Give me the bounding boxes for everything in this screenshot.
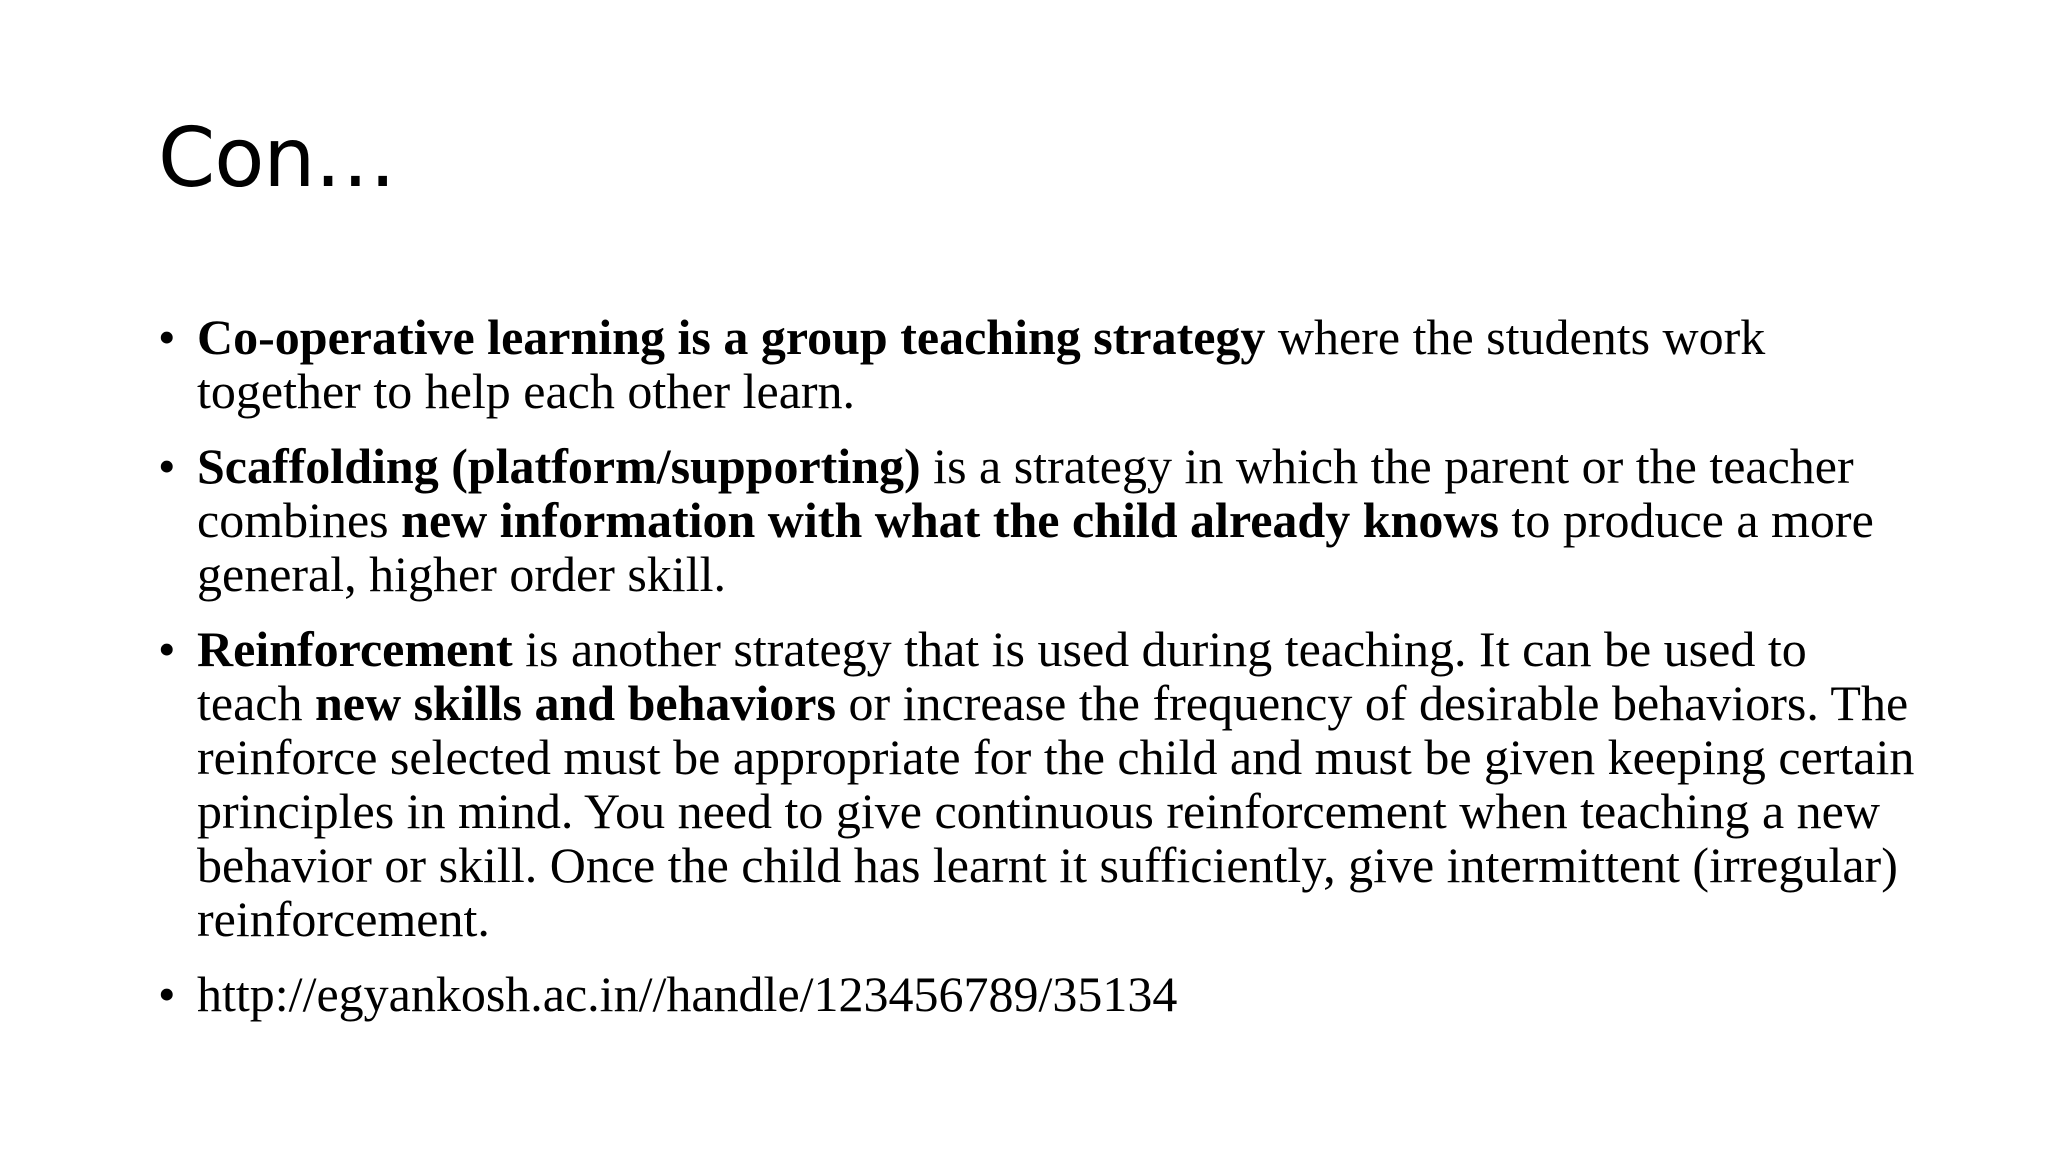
bullet-list: [158, 310, 1918, 1042]
bullet-reference-url: [158, 967, 1918, 1021]
bullet-marker: •: [158, 621, 176, 677]
bullet-marker: •: [158, 438, 176, 494]
bullet-bold-text: Co-operative learning is a group teaching strategy: [197, 309, 1266, 365]
bullet-text: to produce a more general, higher order skill.: [197, 492, 1874, 602]
bullet-cooperative-learning: [158, 310, 1918, 418]
reference-url-text: http://egyankosh.ac.in//handle/123456789/35134: [197, 966, 1178, 1022]
bullet-text: or increase the frequency of desirable behaviors. The reinforce selected must be appropriate for the child and must be given keeping certain principles in mind. You need to give continuous reinforcement when teaching a new behavior or skill. Once the child has learnt it sufficiently, give intermittent (irregular) reinforcement.: [197, 675, 1915, 947]
bullet-scaffolding: [158, 439, 1918, 601]
bullet-bold-text: Scaffolding (platform/supporting): [197, 438, 921, 494]
bullet-marker: •: [158, 966, 176, 1022]
slide-title: Con…: [158, 111, 396, 206]
bullet-text: is another strategy that is used during teaching. It can be used to teach: [197, 621, 1807, 731]
bullet-marker: •: [158, 309, 176, 365]
bullet-bold-text: new information with what the child already knows: [401, 492, 1499, 548]
bullet-bold-text: Reinforcement: [197, 621, 513, 677]
bullet-reinforcement: [158, 622, 1918, 946]
bullet-bold-text: new skills and behaviors: [314, 675, 836, 731]
bullet-text: is a strategy in which the parent or the teacher combines: [197, 438, 1854, 548]
bullet-text: where the students work together to help each other learn.: [197, 309, 1766, 419]
